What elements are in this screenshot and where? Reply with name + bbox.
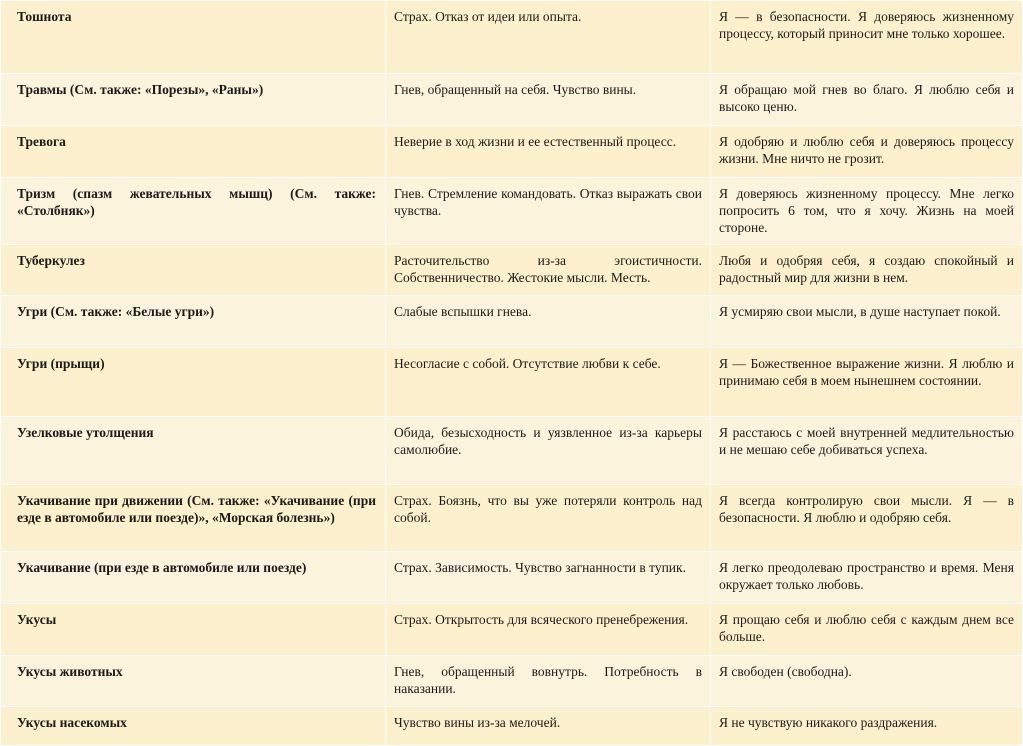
- table-row: [1, 126, 1023, 178]
- affirmation: Я всегда контролирую свои мысли. Я — в безопасности. Я люблю и одобряю себя.: [711, 485, 1023, 552]
- table-row: [1, 417, 1023, 485]
- affirmation: Я — в безопасности. Я доверяюсь жизненному процессу, который приносит мне только хорошее.: [711, 1, 1023, 74]
- affirmation: Любя и одобряя себя, я создаю спокойный и радостный мир для жизни в нем.: [711, 245, 1023, 296]
- probable-cause: Чувство вины из-за мелочей.: [386, 707, 711, 746]
- table-row: [1, 348, 1023, 417]
- condition-name: Угри (См. также: «Белые угри»): [1, 296, 386, 348]
- affirmation: Я усмиряю свои мысли, в душе наступает покой.: [711, 296, 1023, 348]
- affirmation: Я свободен (свободна).: [711, 656, 1023, 707]
- probable-cause: Гнев, обращенный на себя. Чувство вины.: [386, 74, 711, 126]
- table-row: [1, 707, 1023, 746]
- probable-cause: Слабые вспышки гнева.: [386, 296, 711, 348]
- probable-cause: Несогласие с собой. Отсутствие любви к себе.: [386, 348, 711, 417]
- probable-cause: Страх. Открытость для всяческого пренебрежения.: [386, 604, 711, 656]
- table-body: [1, 1, 1023, 746]
- affirmation: Я не чувствую никакого раздражения.: [711, 707, 1023, 746]
- condition-name: Тризм (спазм жевательных мышц) (См. также: «Столбняк»): [1, 178, 386, 245]
- condition-name: Угри (прыщи): [1, 348, 386, 417]
- affirmation: Я легко преодолеваю пространство и время. Меня окружает только любовь.: [711, 552, 1023, 604]
- table-row: [1, 245, 1023, 296]
- table-row: [1, 1, 1023, 74]
- affirmation: Я обращаю мой гнев во благо. Я люблю себя и высоко ценю.: [711, 74, 1023, 126]
- table-row: [1, 552, 1023, 604]
- table-row: [1, 296, 1023, 348]
- condition-name: Укусы животных: [1, 656, 386, 707]
- condition-name: Тошнота: [1, 1, 386, 74]
- probable-cause: Гнев. Стремление командовать. Отказ выражать свои чувства.: [386, 178, 711, 245]
- condition-name: Тревога: [1, 126, 386, 178]
- probable-cause: Страх. Боязнь, что вы уже потеряли контроль над собой.: [386, 485, 711, 552]
- probable-cause: Страх. Отказ от идеи или опыта.: [386, 1, 711, 74]
- condition-name: Травмы (См. также: «Порезы», «Раны»): [1, 74, 386, 126]
- table-row: [1, 74, 1023, 126]
- affirmation: Я — Божественное выражение жизни. Я люблю и принимаю себя в моем нынешнем состоянии.: [711, 348, 1023, 417]
- affirmation: Я одобряю и люблю себя и доверяюсь процессу жизни. Мне ничто не грозит.: [711, 126, 1023, 178]
- condition-name: Укусы: [1, 604, 386, 656]
- affirmation: Я доверяюсь жизненному процессу. Мне легко попросить 6 том, что я хочу. Жизнь на моей стороне.: [711, 178, 1023, 245]
- condition-name: Узелковые утолщения: [1, 417, 386, 485]
- table-row: [1, 178, 1023, 245]
- affirmation: Я расстаюсь с моей внутренней медлительностью и не мешаю себе добиваться успеха.: [711, 417, 1023, 485]
- probable-cause: Обида, безысходность и уязвленное из-за карьеры самолюбие.: [386, 417, 711, 485]
- table-row: [1, 604, 1023, 656]
- probable-cause: Гнев, обращенный вовнутрь. Потребность в наказании.: [386, 656, 711, 707]
- probable-cause: Страх. Зависимость. Чувство загнанности в тупик.: [386, 552, 711, 604]
- probable-cause: Расточительство из-за эгоистичности. Собственничество. Жестокие мысли. Месть.: [386, 245, 711, 296]
- table-row: [1, 485, 1023, 552]
- affirmation: Я прощаю себя и люблю себя с каждым днем все больше.: [711, 604, 1023, 656]
- condition-name: Туберкулез: [1, 245, 386, 296]
- condition-name: Укачивание при движении (См. также: «Укачивание (при езде в автомобиле или поезде)», «Морская болезнь»): [1, 485, 386, 552]
- condition-name: Укусы насекомых: [1, 707, 386, 746]
- condition-name: Укачивание (при езде в автомобиле или поезде): [1, 552, 386, 604]
- probable-cause: Неверие в ход жизни и ее естественный процесс.: [386, 126, 711, 178]
- table-row: [1, 656, 1023, 707]
